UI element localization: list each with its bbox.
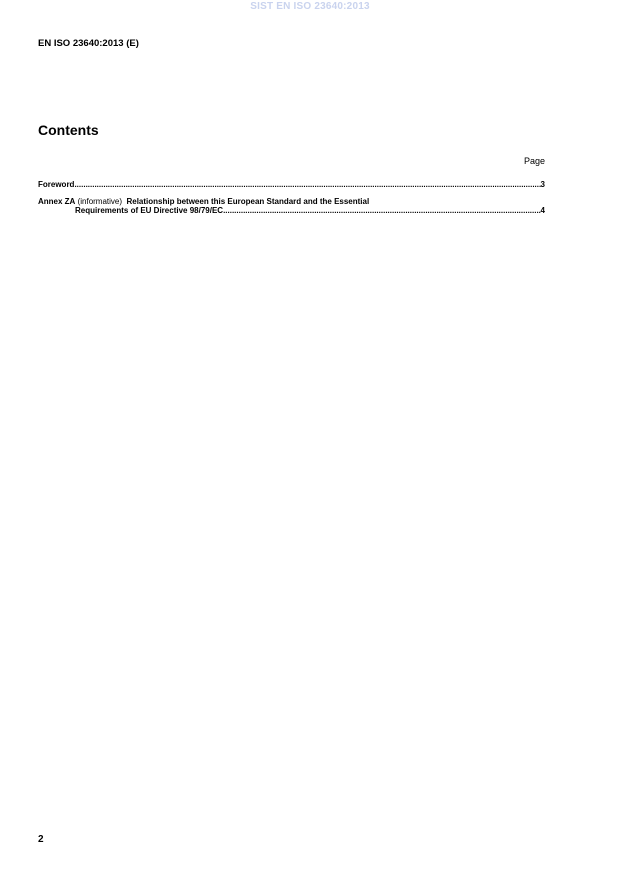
toc-entry-annex-za[interactable] [38, 197, 545, 215]
page-column-label: Page [523, 156, 545, 166]
toc-entry-line-1 [38, 197, 545, 206]
toc-entry-title: Foreword [38, 180, 75, 189]
toc-entry-page: 4 [540, 206, 545, 215]
toc-leader-dots [223, 206, 540, 215]
toc-leader-dots [74, 180, 540, 189]
toc-entry-qualifier: (informative) [77, 197, 123, 206]
toc-entry-foreword[interactable] [38, 180, 545, 189]
table-of-contents [38, 180, 545, 215]
watermark: SIST EN ISO 23640:2013 [250, 1, 370, 12]
contents-heading: Contents [38, 122, 99, 138]
toc-entry-prefix: Annex ZA [38, 197, 76, 206]
document-id: EN ISO 23640:2013 (E) [38, 38, 139, 49]
toc-entry-title-line2: Requirements of EU Directive 98/79/EC [75, 206, 224, 215]
page-number: 2 [38, 834, 44, 845]
toc-entry-title-line1: Relationship between this European Standard and the Essential [126, 197, 370, 206]
toc-entry-page: 3 [540, 180, 545, 189]
toc-entry-line-2 [38, 206, 545, 215]
